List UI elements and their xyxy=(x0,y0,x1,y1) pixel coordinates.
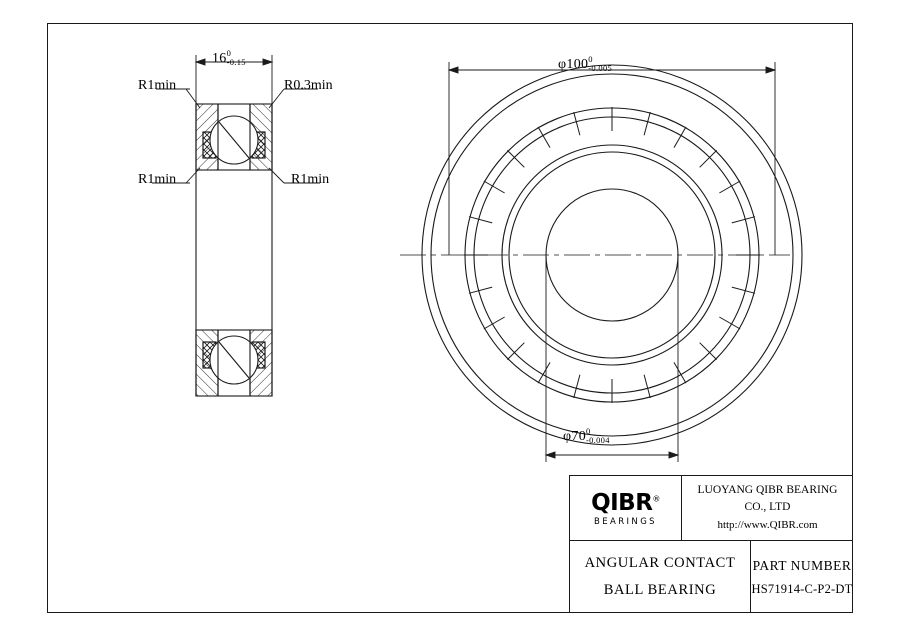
id-upper-tol: 0 xyxy=(586,426,591,436)
part-number-block xyxy=(751,541,853,613)
section-view xyxy=(196,104,272,396)
part-number-value: HS71914-C-P2-DT xyxy=(751,581,853,596)
width-nominal: 16 xyxy=(212,50,227,66)
brand-text: QIBR xyxy=(591,489,653,516)
title-block-body xyxy=(570,541,853,613)
part-number-label: PART NUMBER xyxy=(752,557,852,573)
company-name: LUOYANG QIBR BEARING CO., LTD xyxy=(697,483,838,514)
company-website[interactable]: http://www.QIBR.com xyxy=(717,519,818,532)
od-dimension-label xyxy=(558,56,612,74)
width-lower-tol: -0.15 xyxy=(226,56,246,67)
title-block xyxy=(569,475,853,613)
id-lower-tol: -0.004 xyxy=(586,434,610,445)
brand-name xyxy=(591,489,660,516)
chamfer-label-top-left: R1min xyxy=(138,78,177,93)
od-symbol: φ xyxy=(558,57,567,73)
corner-radius-label: R0.3min xyxy=(284,78,333,93)
brand-logo xyxy=(570,476,682,540)
id-nominal: 70 xyxy=(571,429,586,445)
brand-tagline: BEARINGS xyxy=(594,516,657,527)
company-info xyxy=(682,482,853,535)
width-upper-tol: 0 xyxy=(226,48,232,58)
chamfer-label-mid-right: R1min xyxy=(291,172,330,187)
od-lower-tol: -0.005 xyxy=(588,62,613,73)
od-upper-tol: 0 xyxy=(588,54,593,64)
title-block-header xyxy=(570,476,853,541)
product-description-line1: ANGULAR CONTACT xyxy=(584,555,736,572)
od-dimension xyxy=(449,62,775,255)
product-description-line2: BALL BEARING xyxy=(603,582,717,598)
product-description xyxy=(570,541,751,613)
od-nominal: 100 xyxy=(566,57,589,73)
chamfer-label-mid-left: R1min xyxy=(138,172,177,187)
id-symbol: φ xyxy=(563,429,572,445)
width-dimension-label xyxy=(212,50,246,68)
front-view xyxy=(400,62,802,445)
registered-mark: ® xyxy=(652,493,660,503)
id-dimension-label xyxy=(563,428,610,446)
